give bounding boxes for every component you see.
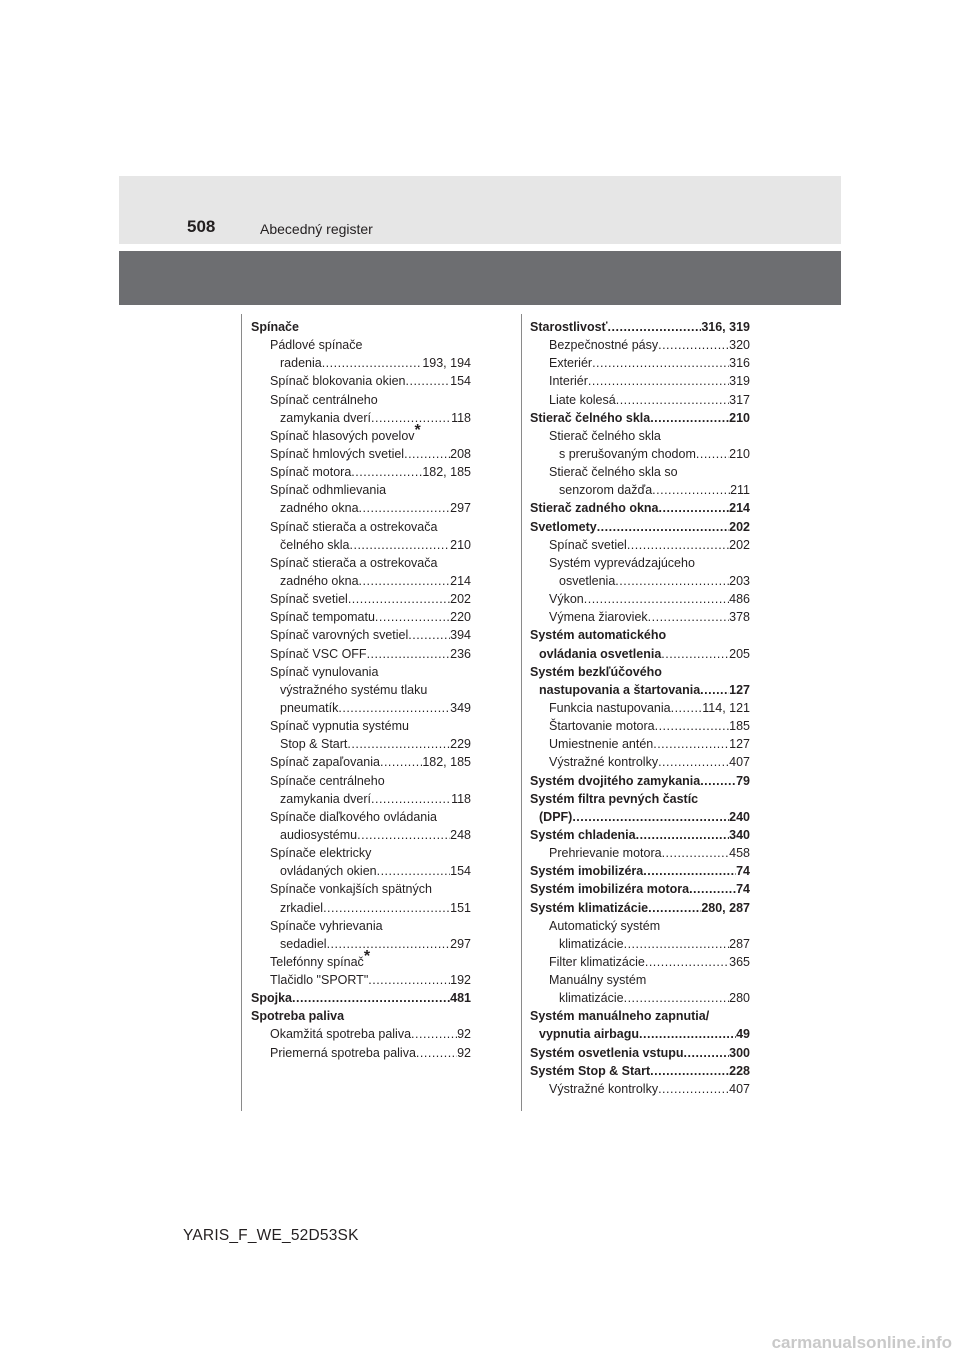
index-page-ref: 208 xyxy=(450,446,471,461)
dot-leader xyxy=(696,445,729,463)
footnote-asterisk: * xyxy=(414,421,421,439)
index-column-left xyxy=(251,318,471,1062)
dot-leader xyxy=(662,844,730,862)
dot-leader xyxy=(655,717,730,735)
index-page-ref: 74 xyxy=(736,864,750,879)
dot-leader xyxy=(700,681,729,699)
index-entry xyxy=(530,499,750,517)
dot-leader xyxy=(375,608,450,626)
dot-leader xyxy=(658,1080,729,1098)
index-page-ref: 486 xyxy=(729,592,750,607)
dot-leader xyxy=(377,862,451,880)
index-entry xyxy=(251,572,471,590)
index-entry xyxy=(530,354,750,372)
index-entry-text: Výkon xyxy=(549,592,584,607)
index-page-ref: 287 xyxy=(729,936,750,951)
index-page-ref: 228 xyxy=(729,1063,750,1078)
index-entry xyxy=(530,1062,750,1080)
index-entry-text: Spínač motora xyxy=(270,465,352,480)
index-entry-text: Spojka xyxy=(251,991,292,1006)
dot-leader xyxy=(653,735,729,753)
dot-leader xyxy=(350,536,451,554)
index-entry xyxy=(251,518,471,536)
dot-leader xyxy=(367,645,451,663)
index-entry-text: Stop & Start xyxy=(280,737,348,752)
index-page-ref: 316 xyxy=(729,356,750,371)
index-entry xyxy=(530,336,750,354)
dot-leader xyxy=(689,880,736,898)
dot-leader xyxy=(650,409,729,427)
index-page-ref: 92 xyxy=(457,1045,471,1060)
index-page-ref: 319 xyxy=(729,374,750,389)
index-entry-text: pneumatík xyxy=(280,700,339,715)
index-entry-text: Filter klimatizácie xyxy=(549,954,645,969)
dot-leader xyxy=(411,1025,457,1043)
index-page-ref: 458 xyxy=(729,846,750,861)
dot-leader xyxy=(661,645,729,663)
index-entry xyxy=(251,826,471,844)
index-page-ref: 214 xyxy=(729,501,750,516)
index-entry-text: Spínač blokovania okien xyxy=(270,374,406,389)
index-page-ref: 407 xyxy=(729,1081,750,1096)
index-entry xyxy=(251,844,471,862)
index-entry-text: Spínač odhmlievania xyxy=(270,483,387,498)
index-entry-text: Spínač stierača a ostrekovača xyxy=(270,519,438,534)
footnote-asterisk: * xyxy=(363,947,371,965)
index-entry xyxy=(251,645,471,663)
index-entry xyxy=(251,899,471,917)
index-entry-text: Spínač vynulovania xyxy=(270,664,379,679)
dot-leader xyxy=(323,899,450,917)
index-entry-text: Spínače elektricky xyxy=(270,846,372,861)
index-page-ref: 236 xyxy=(450,646,471,661)
index-page-ref: 316, 319 xyxy=(701,320,750,334)
index-entry xyxy=(251,372,471,390)
index-entry-text: senzorom dažďa xyxy=(559,483,653,498)
header-gray-bar xyxy=(119,251,841,305)
index-entry-text: Systém manuálneho zapnutia/ xyxy=(530,1009,710,1024)
index-entry-text: Stierač čelného skla so xyxy=(549,465,678,480)
index-entry-text: Systém Stop & Start xyxy=(530,1063,651,1078)
index-entry xyxy=(251,354,471,372)
index-entry-text: Manuálny systém xyxy=(549,973,647,988)
index-entry-text: Spínače xyxy=(251,320,299,334)
dot-leader xyxy=(359,572,451,590)
index-entry-text: zamykania dverí xyxy=(280,791,372,806)
index-entry-text: Bezpečnostné pásy xyxy=(549,338,659,353)
index-entry-text: radenia xyxy=(280,356,322,371)
index-entry-text: Tlačidlo "SPORT" xyxy=(270,973,369,988)
index-page-ref: 378 xyxy=(729,610,750,625)
index-entry xyxy=(530,699,750,717)
dot-leader xyxy=(650,1062,729,1080)
dot-leader xyxy=(684,1044,730,1062)
index-entry xyxy=(251,681,471,699)
dot-leader xyxy=(659,499,730,517)
index-entry xyxy=(530,463,750,481)
index-entry xyxy=(251,790,471,808)
index-entry-text: Systém imobilizéra motora xyxy=(530,882,690,897)
index-entry xyxy=(530,681,750,699)
index-page-ref: 229 xyxy=(450,737,471,752)
dot-leader xyxy=(658,336,729,354)
index-entry-text: klimatizácie xyxy=(559,936,624,951)
index-page-ref: 114, 121 xyxy=(702,700,750,715)
index-entry xyxy=(530,1080,750,1098)
index-entry xyxy=(530,318,750,336)
index-entry xyxy=(251,421,471,445)
index-entry xyxy=(251,935,471,953)
index-entry xyxy=(530,391,750,409)
index-page-ref: 297 xyxy=(450,501,471,516)
dot-leader xyxy=(648,608,729,626)
index-entry xyxy=(530,518,750,536)
index-entry xyxy=(530,971,750,989)
index-entry xyxy=(530,735,750,753)
index-entry xyxy=(530,427,750,445)
index-entry xyxy=(530,536,750,554)
index-entry xyxy=(530,626,750,644)
index-entry xyxy=(530,1025,750,1043)
index-entry-text: Spínač svetiel xyxy=(270,592,348,607)
page-number: 508 xyxy=(187,217,216,236)
index-entry-text: Okamžitá spotreba paliva xyxy=(270,1027,412,1042)
index-entry xyxy=(251,318,471,336)
index-entry-text: Výstražné kontrolky xyxy=(549,755,659,770)
index-entry-text: Spínač zapaľovania xyxy=(270,755,380,770)
index-entry-text: Spínač hmlových svetiel xyxy=(270,446,405,461)
index-entry-text: osvetlenia xyxy=(559,573,616,588)
index-entry xyxy=(530,917,750,935)
index-page-ref: 182, 185 xyxy=(422,755,471,770)
index-page-ref: 192 xyxy=(450,973,471,988)
index-entry xyxy=(251,626,471,644)
dot-leader xyxy=(371,409,451,427)
index-page-ref: 365 xyxy=(729,954,750,969)
index-entry xyxy=(251,699,471,717)
index-column-right xyxy=(530,318,750,1098)
index-entry xyxy=(251,772,471,790)
index-entry xyxy=(530,409,750,427)
index-page-ref: 127 xyxy=(729,682,750,697)
index-entry xyxy=(251,880,471,898)
index-entry xyxy=(530,790,750,808)
index-entry-text: zrkadiel xyxy=(280,900,324,915)
header-band xyxy=(119,176,841,244)
index-page-ref: 220 xyxy=(450,610,471,625)
section-title: Abecedný register xyxy=(260,221,373,237)
dot-leader xyxy=(359,499,451,517)
index-entry xyxy=(530,862,750,880)
index-entry-text: audiosystému xyxy=(280,827,358,842)
index-page-ref: 211 xyxy=(730,483,750,498)
column-divider-left xyxy=(241,314,242,1111)
index-entry xyxy=(251,947,471,971)
index-entry xyxy=(530,772,750,790)
index-entry xyxy=(251,753,471,771)
index-page-ref: 118 xyxy=(451,791,471,806)
index-entry-text: Spínač tempomatu xyxy=(270,610,375,625)
index-entry xyxy=(251,735,471,753)
dot-leader xyxy=(347,735,450,753)
index-entry xyxy=(251,971,471,989)
dot-leader xyxy=(671,699,703,717)
index-entry-text: Spínač svetiel xyxy=(549,537,627,552)
index-entry xyxy=(251,590,471,608)
index-entry xyxy=(530,953,750,971)
dot-leader xyxy=(416,1044,457,1062)
index-page-ref: 340 xyxy=(729,827,750,842)
index-entry-text: Stierač zadného okna xyxy=(530,501,659,516)
index-entry xyxy=(530,481,750,499)
index-entry-text: Štartovanie motora xyxy=(549,719,655,734)
dot-leader xyxy=(597,518,729,536)
watermark-text: carmanualsonline.info xyxy=(771,1333,952,1352)
column-divider-right xyxy=(521,314,522,1111)
dot-leader xyxy=(648,899,701,917)
dot-leader xyxy=(624,989,730,1007)
index-entry-text: Spínače diaľkového ovládania xyxy=(270,809,437,824)
index-page-ref: 210 xyxy=(729,410,750,425)
index-entry-text: Spínač VSC OFF xyxy=(270,646,367,661)
index-entry xyxy=(251,409,471,427)
index-page-ref: 210 xyxy=(729,446,750,461)
index-entry xyxy=(251,717,471,735)
index-page-ref: 151 xyxy=(450,900,471,915)
index-entry xyxy=(251,608,471,626)
index-entry xyxy=(530,880,750,898)
dot-leader xyxy=(700,772,736,790)
index-entry xyxy=(530,572,750,590)
index-page-ref: 297 xyxy=(450,936,471,951)
index-entry-text: Starostlivosť xyxy=(530,320,608,334)
index-entry xyxy=(251,862,471,880)
index-page-ref: 49 xyxy=(736,1027,750,1042)
dot-leader xyxy=(351,463,422,481)
dot-leader xyxy=(292,989,450,1007)
dot-leader xyxy=(615,572,729,590)
index-entry xyxy=(251,917,471,935)
dot-leader xyxy=(627,536,729,554)
index-page-ref: 92 xyxy=(457,1027,471,1042)
dot-leader xyxy=(652,481,730,499)
index-entry-text: Telefónny spínač xyxy=(270,954,364,969)
index-page-ref: 74 xyxy=(736,882,750,897)
index-entry-text: Pádlové spínače xyxy=(270,338,363,353)
index-entry-text: Systém filtra pevných častíc xyxy=(530,791,699,806)
index-page-ref: 202 xyxy=(729,537,750,552)
index-entry-text: (DPF) xyxy=(539,809,573,824)
index-entry-text: Liate kolesá xyxy=(549,392,616,407)
dot-leader xyxy=(658,753,729,771)
dot-leader xyxy=(357,826,450,844)
index-entry xyxy=(530,989,750,1007)
index-entry xyxy=(251,989,471,1007)
index-entry xyxy=(251,499,471,517)
index-page-ref: 280 xyxy=(729,991,750,1006)
index-page-ref: 79 xyxy=(736,773,750,788)
index-page-ref: 280, 287 xyxy=(701,900,750,915)
index-page-ref: 118 xyxy=(451,410,471,425)
dot-leader xyxy=(371,790,451,808)
index-entry-text: zadného okna xyxy=(280,501,359,516)
index-entry xyxy=(530,445,750,463)
index-entry-text: Svetlomety xyxy=(530,519,597,534)
index-entry xyxy=(251,808,471,826)
index-entry-text: klimatizácie xyxy=(559,991,624,1006)
index-entry xyxy=(251,463,471,481)
index-entry xyxy=(530,554,750,572)
index-entry-text: Spotreba paliva xyxy=(251,1009,345,1024)
index-entry-text: Priemerná spotreba paliva xyxy=(270,1045,416,1060)
index-entry xyxy=(251,554,471,572)
index-entry xyxy=(530,590,750,608)
index-page-ref: 407 xyxy=(729,755,750,770)
index-page-ref: 203 xyxy=(729,573,750,588)
index-entry-text: Spínač vypnutia systému xyxy=(270,719,409,734)
index-page-ref: 202 xyxy=(729,519,750,534)
index-page-ref: 210 xyxy=(450,537,471,552)
index-page-ref: 349 xyxy=(450,700,471,715)
index-page-ref: 154 xyxy=(450,374,471,389)
index-entry-text: ovládaných okien xyxy=(280,864,377,879)
index-page-ref: 214 xyxy=(450,573,471,588)
index-entry xyxy=(251,663,471,681)
index-entry xyxy=(251,391,471,409)
index-entry xyxy=(530,935,750,953)
index-entry xyxy=(251,336,471,354)
index-entry xyxy=(530,663,750,681)
document-id: YARIS_F_WE_52D53SK xyxy=(183,1227,359,1244)
dot-leader xyxy=(645,953,729,971)
dot-leader xyxy=(608,318,702,336)
index-entry-text: Spínač stierača a ostrekovača xyxy=(270,555,438,570)
index-page-ref: 185 xyxy=(729,719,750,734)
dot-leader xyxy=(592,354,729,372)
index-page-ref: 320 xyxy=(729,338,750,353)
index-entry-text: Funkcia nastupovania xyxy=(549,700,671,715)
index-entry xyxy=(251,1044,471,1062)
index-entry-text: Umiestnenie antén xyxy=(549,737,654,752)
index-entry-text: Spínače vyhrievania xyxy=(270,918,383,933)
dot-leader xyxy=(643,862,736,880)
dot-leader xyxy=(636,826,730,844)
dot-leader xyxy=(624,935,730,953)
dot-leader xyxy=(639,1025,736,1043)
index-entry-text: s prerušovaným chodom xyxy=(559,446,696,461)
index-entry-text: Systém dvojitého zamykania xyxy=(530,773,701,788)
index-entry-text: Spínač centrálneho xyxy=(270,392,378,407)
dot-leader xyxy=(380,753,422,771)
index-page-ref: 154 xyxy=(450,864,471,879)
index-page-ref: 193, 194 xyxy=(422,356,471,371)
index-entry-text: vypnutia airbagu xyxy=(539,1027,640,1042)
index-entry-text: Systém bezkľúčového xyxy=(530,664,662,679)
index-entry xyxy=(530,899,750,917)
index-entry-text: Systém chladenia xyxy=(530,827,636,842)
index-entry xyxy=(530,645,750,663)
index-entry-text: čelného skla xyxy=(280,537,350,552)
index-entry xyxy=(530,753,750,771)
index-entry-text: Výstražné kontrolky xyxy=(549,1081,659,1096)
index-page-ref: 202 xyxy=(450,592,471,607)
index-entry-text: zamykania dverí xyxy=(280,410,372,425)
index-entry xyxy=(251,445,471,463)
dot-leader xyxy=(406,372,451,390)
index-entry-text: Spínače vonkajších spätných xyxy=(270,882,432,897)
index-entry xyxy=(530,1044,750,1062)
dot-leader xyxy=(368,971,450,989)
index-entry-text: Systém klimatizácie xyxy=(530,900,649,915)
dot-leader xyxy=(327,935,451,953)
dot-leader xyxy=(572,808,729,826)
index-entry xyxy=(530,608,750,626)
index-entry xyxy=(251,1025,471,1043)
index-entry xyxy=(530,1007,750,1025)
index-page-ref: 248 xyxy=(450,827,471,842)
index-entry-text: Výmena žiaroviek xyxy=(549,610,648,625)
index-entry xyxy=(251,481,471,499)
index-entry-text: Systém osvetlenia vstupu xyxy=(530,1045,684,1060)
index-entry-text: výstražného systému tlaku xyxy=(280,682,428,697)
index-page-ref: 317 xyxy=(729,392,750,407)
index-entry xyxy=(251,536,471,554)
index-entry-text: Systém vyprevádzajúceho xyxy=(549,555,695,570)
index-entry xyxy=(530,372,750,390)
dot-leader xyxy=(408,626,450,644)
dot-leader xyxy=(348,590,450,608)
index-entry-text: Stierač čelného skla xyxy=(530,410,651,425)
index-entry-text: Exteriér xyxy=(549,356,593,371)
index-page-ref: 127 xyxy=(729,737,750,752)
dot-leader xyxy=(584,590,729,608)
index-page-ref: 300 xyxy=(729,1045,750,1060)
index-entry xyxy=(530,826,750,844)
dot-leader xyxy=(338,699,450,717)
index-entry-text: Interiér xyxy=(549,374,588,389)
index-page-ref: 240 xyxy=(729,809,750,824)
index-entry-text: Systém automatického xyxy=(530,628,667,643)
dot-leader xyxy=(616,391,729,409)
index-entry-text: Spínač hlasových povelov xyxy=(270,428,415,443)
index-entry-text: Spínač varovných svetiel xyxy=(270,628,409,643)
dot-leader xyxy=(322,354,423,372)
index-entry xyxy=(251,1007,471,1025)
index-entry-text: Systém imobilizéra xyxy=(530,864,644,879)
index-page-ref: 394 xyxy=(450,628,471,643)
index-page-ref: 182, 185 xyxy=(422,465,471,480)
index-entry-text: Spínače centrálneho xyxy=(270,773,385,788)
index-page-ref: 481 xyxy=(450,991,471,1006)
index-entry-text: zadného okna xyxy=(280,573,359,588)
index-entry-text: nastupovania a štartovania xyxy=(539,682,701,697)
dot-leader xyxy=(588,372,729,390)
index-entry xyxy=(530,717,750,735)
index-entry-text: Automatický systém xyxy=(549,918,661,933)
index-entry-text: ovládania osvetlenia xyxy=(539,646,662,661)
index-entry xyxy=(530,808,750,826)
index-entry-text: sedadiel xyxy=(280,936,327,951)
dot-leader xyxy=(404,445,450,463)
index-entry-text: Stierač čelného skla xyxy=(549,428,661,443)
index-entry xyxy=(530,844,750,862)
index-page-ref: 205 xyxy=(729,646,750,661)
index-entry-text: Prehrievanie motora xyxy=(549,846,662,861)
